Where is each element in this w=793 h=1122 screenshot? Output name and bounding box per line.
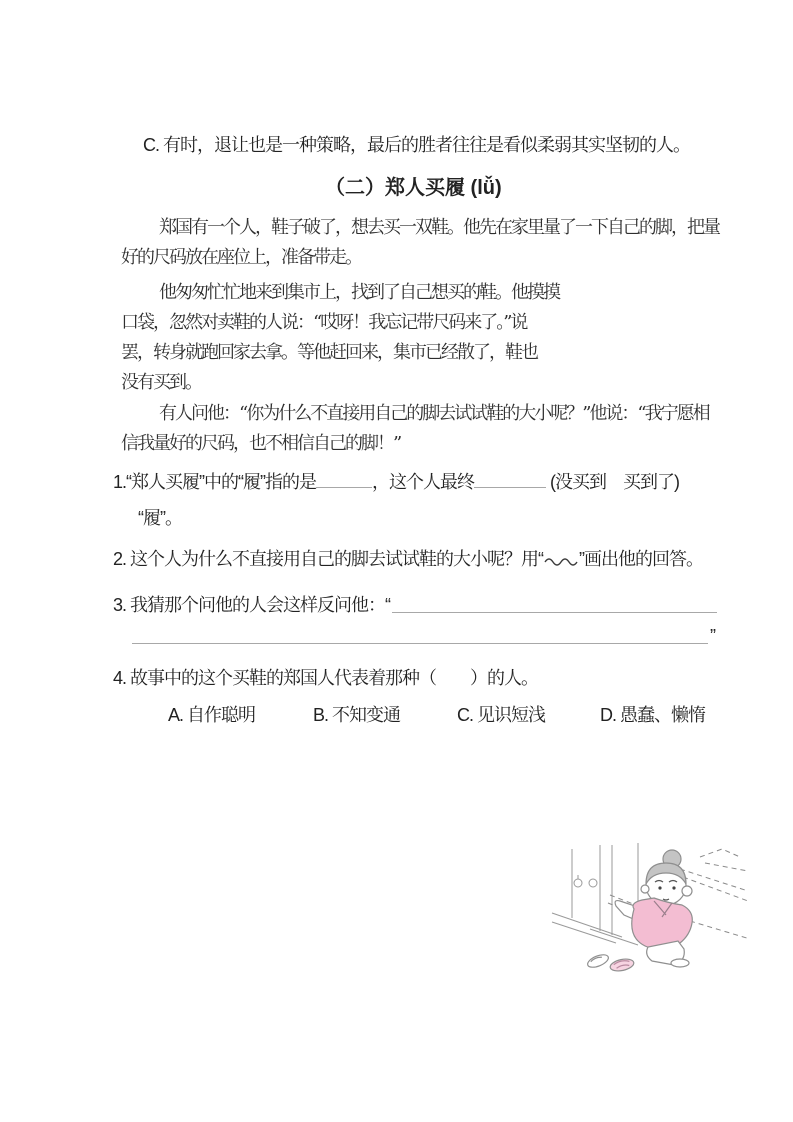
answer-blank-2: [474, 468, 546, 488]
robe: [632, 898, 693, 949]
shoes-on-floor: [586, 952, 635, 973]
question-1-prefix: 1.“郑人买履”中的“履”指的是: [113, 471, 316, 492]
q4-option-d: D. 愚蠢、懒惰: [600, 705, 706, 725]
question-2-text-before: 2. 这个人为什么不直接用自己的脚去试试鞋的大小呢？用“: [113, 549, 544, 569]
story-p2-line2: 口袋，忽然对卖鞋的人说：“哎呀！我忘记带尺码来了。”说: [121, 312, 527, 333]
question-3-line2: [130, 622, 715, 648]
story-p2-line1: 他匆匆忙忙地来到集市上，找到了自己想买的鞋。他摸摸: [159, 282, 559, 303]
q4-option-c: C. 见识短浅: [457, 705, 546, 725]
shoe-left: [586, 952, 610, 970]
question-1-line2: “履”。: [138, 508, 182, 528]
question-1: [113, 468, 679, 494]
option-c-text: C. 有时，退让也是一种策略，最后的胜者往往是看似柔弱其实坚韧的人。: [143, 135, 690, 155]
question-1-choices-hint: (没买到 买到了): [550, 471, 680, 492]
wavy-underline-icon: [544, 555, 578, 567]
question-3: [113, 593, 719, 617]
story-p3-line1: 有人问他：“你为什么不直接用自己的脚去试试鞋的大小呢？”他说：“我宁愿相: [159, 403, 709, 424]
seated-figure: [615, 850, 692, 967]
answer-line-1: [392, 611, 717, 613]
story-p3-line2: 信我量好的尺码，也不相信自己的脚！”: [121, 433, 401, 454]
question-2-text-after: ”画出他的回答。: [579, 549, 704, 569]
question-1-mid: ，这个人最终: [372, 471, 474, 492]
story-p1-line1: 郑国有一个人，鞋子破了，想去买一双鞋。他先在家里量了一下自己的脚，把量: [159, 217, 719, 238]
q4-option-a: A. 自作聪明: [168, 705, 256, 725]
story-p1-line2: 好的尺码放在座位上，准备带走。: [121, 247, 361, 268]
question-3-prefix: 3. 我猜那个问他的人会这样反问他：“: [113, 595, 391, 615]
seated-man-illustration: [550, 843, 755, 1003]
question-2: [113, 547, 703, 571]
question-4-stem: 4. 故事中的这个买鞋的郑国人代表着那种（ ）的人。: [113, 668, 539, 688]
right-foot: [671, 959, 689, 967]
answer-blank-1: [316, 468, 372, 488]
story-p2-line4: 没有买到。: [121, 372, 201, 393]
story-p2-line3: 罢，转身就跑回家去拿。等他赶回来，集市已经散了，鞋也: [121, 342, 537, 363]
wall-lines: [552, 843, 638, 945]
answer-line-2: [132, 642, 708, 644]
q4-option-b: B. 不知变通: [313, 705, 401, 725]
section-title: （二）郑人买履 (lǚ): [325, 177, 502, 199]
question-3-closing-quote: ”: [710, 626, 715, 646]
